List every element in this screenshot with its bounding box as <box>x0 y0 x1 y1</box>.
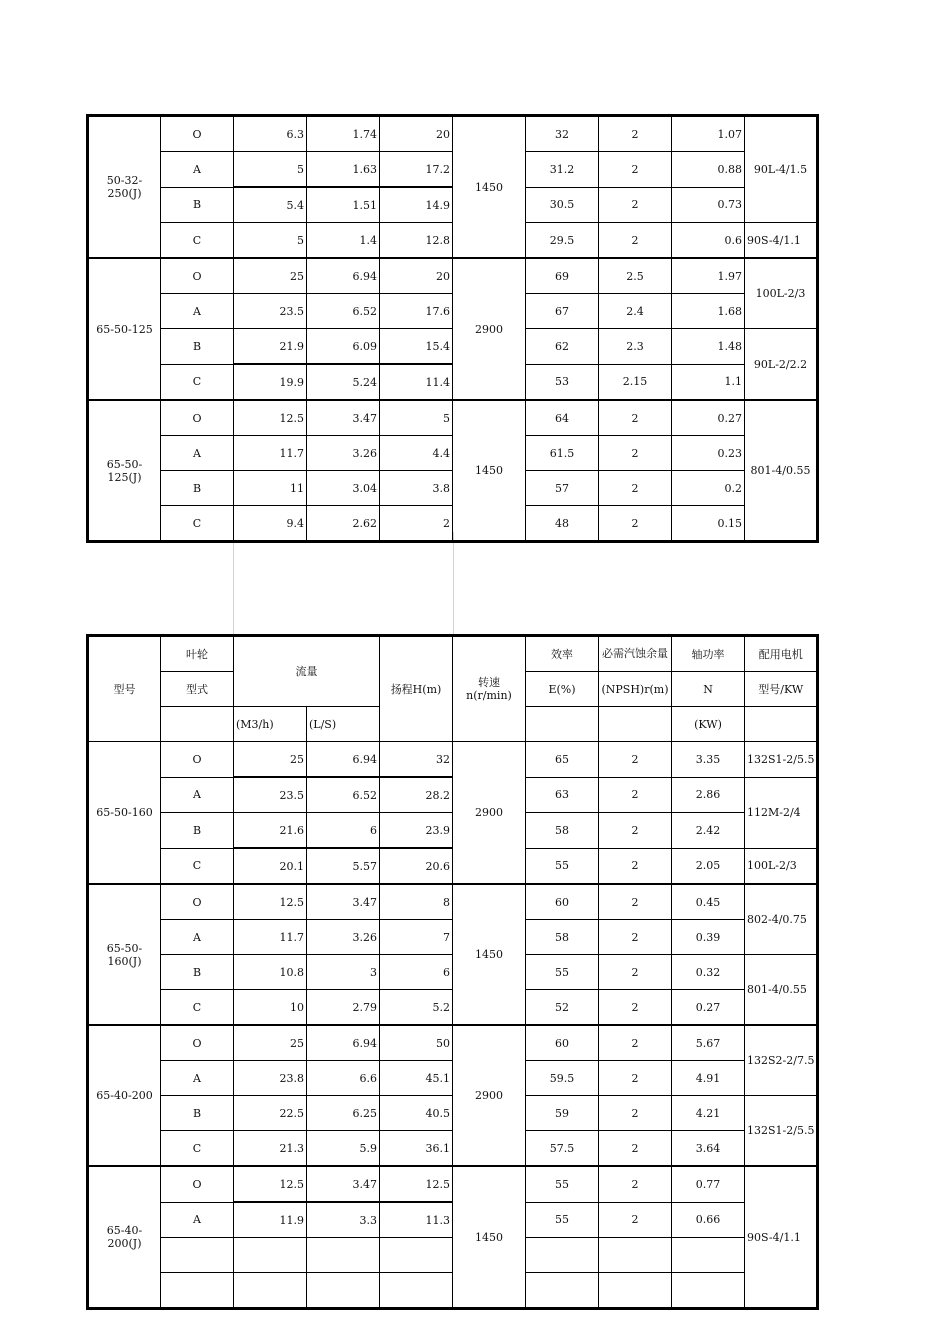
flow-ls-cell: 6.25 <box>307 1096 380 1131</box>
head-cell: 12.5 <box>380 1166 453 1202</box>
flow-m3h-cell: 23.5 <box>234 294 307 329</box>
flow-ls-cell: 3.26 <box>307 920 380 955</box>
header-flow-unit-m3h: (M3/h) <box>234 707 307 742</box>
flow-ls-cell <box>307 1238 380 1273</box>
shaft-power-cell: 0.6 <box>672 223 745 259</box>
header-blank <box>161 707 234 742</box>
shaft-power-cell: 2.05 <box>672 848 745 884</box>
flow-ls-cell: 6.09 <box>307 329 380 365</box>
npsh-cell: 2 <box>599 1061 672 1096</box>
header-shaft-power: 轴功率 <box>672 636 745 672</box>
speed-cell: 1450 <box>453 1166 526 1309</box>
flow-ls-cell: 3 <box>307 955 380 990</box>
flow-m3h-cell: 9.4 <box>234 506 307 542</box>
flow-m3h-cell: 21.9 <box>234 329 307 365</box>
flow-ls-cell: 1.51 <box>307 187 380 223</box>
npsh-cell <box>599 1273 672 1309</box>
flow-m3h-cell: 20.1 <box>234 848 307 884</box>
header-blank <box>745 707 818 742</box>
speed-cell: 1450 <box>453 884 526 1025</box>
head-cell: 11.4 <box>380 364 453 400</box>
flow-ls-cell: 6.94 <box>307 258 380 294</box>
motor-cell: 112M-2/4 <box>745 777 818 848</box>
flow-m3h-cell: 25 <box>234 258 307 294</box>
efficiency-cell <box>526 1273 599 1309</box>
shaft-power-cell: 0.2 <box>672 471 745 506</box>
shaft-power-cell: 0.32 <box>672 955 745 990</box>
flow-m3h-cell: 5 <box>234 223 307 259</box>
table-row <box>88 742 818 778</box>
npsh-cell: 2 <box>599 1096 672 1131</box>
head-cell <box>380 1238 453 1273</box>
header-impeller-type: 型式 <box>161 672 234 707</box>
shaft-power-cell: 2.42 <box>672 813 745 849</box>
header-efficiency-unit: E(%) <box>526 672 599 707</box>
motor-cell: 132S2-2/7.5 <box>745 1025 818 1096</box>
efficiency-cell: 31.2 <box>526 152 599 188</box>
head-cell: 28.2 <box>380 777 453 813</box>
table-row <box>88 1166 818 1202</box>
shaft-power-cell: 0.39 <box>672 920 745 955</box>
impeller-cell: O <box>161 742 234 778</box>
impeller-cell: B <box>161 471 234 506</box>
flow-ls-cell: 6.52 <box>307 294 380 329</box>
speed-cell: 1450 <box>453 116 526 259</box>
flow-m3h-cell: 11.9 <box>234 1202 307 1238</box>
head-cell: 17.6 <box>380 294 453 329</box>
npsh-cell: 2 <box>599 1166 672 1202</box>
npsh-cell: 2 <box>599 436 672 471</box>
head-cell: 11.3 <box>380 1202 453 1238</box>
head-cell: 7 <box>380 920 453 955</box>
header-speed-unit: n(r/min) <box>466 689 512 702</box>
efficiency-cell: 30.5 <box>526 187 599 223</box>
motor-cell: 90S-4/1.1 <box>745 1166 818 1309</box>
npsh-cell: 2 <box>599 471 672 506</box>
efficiency-cell: 55 <box>526 955 599 990</box>
head-cell: 12.8 <box>380 223 453 259</box>
shaft-power-cell: 0.15 <box>672 506 745 542</box>
head-cell: 14.9 <box>380 187 453 223</box>
speed-cell: 1450 <box>453 400 526 542</box>
model-cell: 65-50-160(J) <box>88 884 161 1025</box>
model-cell: 65-50-160 <box>88 742 161 885</box>
head-cell: 17.2 <box>380 152 453 188</box>
motor-cell: 100L-2/3 <box>745 848 818 884</box>
head-cell: 50 <box>380 1025 453 1061</box>
head-cell: 2 <box>380 506 453 542</box>
flow-m3h-cell: 19.9 <box>234 364 307 400</box>
npsh-cell: 2 <box>599 187 672 223</box>
header-shaft-power-symbol: N <box>672 672 745 707</box>
npsh-cell: 2 <box>599 990 672 1026</box>
shaft-power-cell <box>672 1273 745 1309</box>
flow-ls-cell: 6.94 <box>307 1025 380 1061</box>
shaft-power-cell: 1.48 <box>672 329 745 365</box>
head-cell: 32 <box>380 742 453 778</box>
impeller-cell: B <box>161 329 234 365</box>
impeller-cell <box>161 1273 234 1309</box>
head-cell: 36.1 <box>380 1131 453 1167</box>
flow-m3h-cell: 10.8 <box>234 955 307 990</box>
shaft-power-cell: 1.1 <box>672 364 745 400</box>
impeller-cell: O <box>161 1025 234 1061</box>
model-cell: 65-40-200(J) <box>88 1166 161 1309</box>
shaft-power-cell: 1.07 <box>672 116 745 152</box>
header-impeller: 叶轮 <box>161 636 234 672</box>
shaft-power-cell: 5.67 <box>672 1025 745 1061</box>
impeller-cell: A <box>161 777 234 813</box>
npsh-cell: 2 <box>599 223 672 259</box>
efficiency-cell: 59 <box>526 1096 599 1131</box>
flow-m3h-cell: 22.5 <box>234 1096 307 1131</box>
shaft-power-cell: 0.77 <box>672 1166 745 1202</box>
shaft-power-cell: 0.45 <box>672 884 745 920</box>
motor-cell: 801-4/0.55 <box>745 400 818 542</box>
speed-cell: 2900 <box>453 1025 526 1166</box>
npsh-cell: 2 <box>599 742 672 778</box>
flow-m3h-cell: 25 <box>234 742 307 778</box>
npsh-cell: 2 <box>599 506 672 542</box>
flow-ls-cell: 3.04 <box>307 471 380 506</box>
motor-cell: 132S1-2/5.5 <box>745 1096 818 1167</box>
impeller-cell: O <box>161 258 234 294</box>
head-cell: 5 <box>380 400 453 436</box>
shaft-power-cell: 0.66 <box>672 1202 745 1238</box>
header-shaft-power-unit: (KW) <box>672 707 745 742</box>
npsh-cell: 2 <box>599 400 672 436</box>
head-cell: 45.1 <box>380 1061 453 1096</box>
shaft-power-cell: 4.91 <box>672 1061 745 1096</box>
efficiency-cell: 55 <box>526 1202 599 1238</box>
model-cell: 65-40-200 <box>88 1025 161 1166</box>
head-cell: 15.4 <box>380 329 453 365</box>
flow-m3h-cell: 12.5 <box>234 400 307 436</box>
efficiency-cell: 60 <box>526 1025 599 1061</box>
npsh-cell: 2 <box>599 813 672 849</box>
flow-m3h-cell: 5 <box>234 152 307 188</box>
pump-spec-table-2 <box>86 634 819 1310</box>
impeller-cell: A <box>161 920 234 955</box>
impeller-cell: C <box>161 990 234 1026</box>
efficiency-cell: 58 <box>526 920 599 955</box>
npsh-cell: 2 <box>599 920 672 955</box>
header-blank <box>599 707 672 742</box>
npsh-cell: 2 <box>599 848 672 884</box>
shaft-power-cell <box>672 1238 745 1273</box>
impeller-cell: B <box>161 813 234 849</box>
impeller-cell: A <box>161 152 234 188</box>
efficiency-cell: 48 <box>526 506 599 542</box>
flow-m3h-cell: 11.7 <box>234 436 307 471</box>
table-row <box>88 884 818 920</box>
head-cell <box>380 1273 453 1309</box>
model-cell: 65-50-125(J) <box>88 400 161 542</box>
header-motor: 配用电机 <box>745 636 818 672</box>
impeller-cell: A <box>161 1202 234 1238</box>
impeller-cell: B <box>161 1096 234 1131</box>
flow-ls-cell: 3.47 <box>307 884 380 920</box>
npsh-cell <box>599 1238 672 1273</box>
motor-cell: 90S-4/1.1 <box>745 223 818 259</box>
head-cell: 23.9 <box>380 813 453 849</box>
head-cell: 8 <box>380 884 453 920</box>
efficiency-cell: 58 <box>526 813 599 849</box>
motor-cell: 802-4/0.75 <box>745 884 818 955</box>
efficiency-cell: 59.5 <box>526 1061 599 1096</box>
flow-m3h-cell <box>234 1238 307 1273</box>
impeller-cell: O <box>161 1166 234 1202</box>
flow-m3h-cell: 21.3 <box>234 1131 307 1167</box>
impeller-cell: C <box>161 1131 234 1167</box>
npsh-cell: 2.3 <box>599 329 672 365</box>
efficiency-cell: 61.5 <box>526 436 599 471</box>
table-row <box>88 1025 818 1061</box>
flow-ls-cell: 3.3 <box>307 1202 380 1238</box>
flow-m3h-cell: 25 <box>234 1025 307 1061</box>
flow-ls-cell: 3.47 <box>307 400 380 436</box>
flow-m3h-cell: 10 <box>234 990 307 1026</box>
impeller-cell: C <box>161 506 234 542</box>
model-cell: 65-50-125 <box>88 258 161 400</box>
motor-cell: 90L-2/2.2 <box>745 329 818 401</box>
flow-ls-cell: 1.4 <box>307 223 380 259</box>
impeller-cell: O <box>161 884 234 920</box>
efficiency-cell: 55 <box>526 1166 599 1202</box>
flow-ls-cell: 5.24 <box>307 364 380 400</box>
head-cell: 20 <box>380 116 453 152</box>
impeller-cell: C <box>161 223 234 259</box>
flow-m3h-cell: 23.8 <box>234 1061 307 1096</box>
impeller-cell: C <box>161 848 234 884</box>
npsh-cell: 2 <box>599 777 672 813</box>
flow-ls-cell <box>307 1273 380 1309</box>
model-cell: 50-32-250(J) <box>88 116 161 259</box>
efficiency-cell: 53 <box>526 364 599 400</box>
shaft-power-cell: 3.35 <box>672 742 745 778</box>
header-speed <box>453 636 526 742</box>
flow-m3h-cell: 12.5 <box>234 884 307 920</box>
efficiency-cell: 55 <box>526 848 599 884</box>
impeller-cell: A <box>161 436 234 471</box>
npsh-cell: 2 <box>599 955 672 990</box>
npsh-cell: 2.4 <box>599 294 672 329</box>
head-cell: 4.4 <box>380 436 453 471</box>
flow-ls-cell: 6.6 <box>307 1061 380 1096</box>
header-row <box>88 636 818 672</box>
npsh-cell: 2 <box>599 884 672 920</box>
motor-cell: 801-4/0.55 <box>745 955 818 1026</box>
header-speed-name: 转速 <box>478 676 500 689</box>
motor-cell: 132S1-2/5.5 <box>745 742 818 778</box>
flow-ls-cell: 3.47 <box>307 1166 380 1202</box>
shaft-power-cell: 0.23 <box>672 436 745 471</box>
impeller-cell: C <box>161 364 234 400</box>
efficiency-cell: 63 <box>526 777 599 813</box>
impeller-cell: O <box>161 116 234 152</box>
flow-m3h-cell <box>234 1273 307 1309</box>
header-motor-unit: 型号/KW <box>745 672 818 707</box>
flow-ls-cell: 6.52 <box>307 777 380 813</box>
npsh-cell: 2 <box>599 116 672 152</box>
efficiency-cell: 32 <box>526 116 599 152</box>
head-cell: 20.6 <box>380 848 453 884</box>
npsh-cell: 2 <box>599 1202 672 1238</box>
flow-ls-cell: 6.94 <box>307 742 380 778</box>
head-cell: 20 <box>380 258 453 294</box>
header-efficiency: 效率 <box>526 636 599 672</box>
flow-m3h-cell: 23.5 <box>234 777 307 813</box>
flow-ls-cell: 5.9 <box>307 1131 380 1167</box>
speed-cell: 2900 <box>453 742 526 885</box>
impeller-cell: A <box>161 1061 234 1096</box>
npsh-cell: 2.15 <box>599 364 672 400</box>
flow-ls-cell: 6 <box>307 813 380 849</box>
shaft-power-cell: 0.27 <box>672 990 745 1026</box>
flow-ls-cell: 3.26 <box>307 436 380 471</box>
impeller-cell: A <box>161 294 234 329</box>
header-head: 扬程H(m) <box>380 636 453 742</box>
shaft-power-cell: 2.86 <box>672 777 745 813</box>
shaft-power-cell: 3.64 <box>672 1131 745 1167</box>
efficiency-cell: 57.5 <box>526 1131 599 1167</box>
flow-m3h-cell: 6.3 <box>234 116 307 152</box>
shaft-power-cell: 4.21 <box>672 1096 745 1131</box>
header-blank <box>526 707 599 742</box>
npsh-cell: 2 <box>599 1025 672 1061</box>
efficiency-cell: 29.5 <box>526 223 599 259</box>
npsh-cell: 2 <box>599 152 672 188</box>
shaft-power-cell: 0.27 <box>672 400 745 436</box>
flow-ls-cell: 5.57 <box>307 848 380 884</box>
efficiency-cell: 64 <box>526 400 599 436</box>
efficiency-cell: 52 <box>526 990 599 1026</box>
shaft-power-cell: 1.68 <box>672 294 745 329</box>
head-cell: 5.2 <box>380 990 453 1026</box>
flow-m3h-cell: 21.6 <box>234 813 307 849</box>
shaft-power-cell: 1.97 <box>672 258 745 294</box>
speed-cell: 2900 <box>453 258 526 400</box>
impeller-cell: O <box>161 400 234 436</box>
efficiency-cell: 62 <box>526 329 599 365</box>
flow-m3h-cell: 11 <box>234 471 307 506</box>
motor-cell: 100L-2/3 <box>745 258 818 329</box>
efficiency-cell: 57 <box>526 471 599 506</box>
flow-ls-cell: 1.74 <box>307 116 380 152</box>
flow-ls-cell: 1.63 <box>307 152 380 188</box>
header-flow-unit-ls: (L/S) <box>307 707 380 742</box>
impeller-cell: B <box>161 955 234 990</box>
impeller-cell <box>161 1238 234 1273</box>
motor-cell: 90L-4/1.5 <box>745 116 818 223</box>
npsh-cell: 2 <box>599 1131 672 1167</box>
head-cell: 3.8 <box>380 471 453 506</box>
flow-ls-cell: 2.62 <box>307 506 380 542</box>
efficiency-cell: 69 <box>526 258 599 294</box>
flow-m3h-cell: 11.7 <box>234 920 307 955</box>
header-npsh-unit: (NPSH)r(m) <box>599 672 672 707</box>
head-cell: 6 <box>380 955 453 990</box>
header-npsh: 必需汽蚀余量 <box>599 636 672 672</box>
efficiency-cell: 60 <box>526 884 599 920</box>
flow-ls-cell: 2.79 <box>307 990 380 1026</box>
header-model: 型号 <box>88 636 161 742</box>
efficiency-cell: 65 <box>526 742 599 778</box>
impeller-cell: B <box>161 187 234 223</box>
efficiency-cell <box>526 1238 599 1273</box>
head-cell: 40.5 <box>380 1096 453 1131</box>
shaft-power-cell: 0.73 <box>672 187 745 223</box>
flow-m3h-cell: 5.4 <box>234 187 307 223</box>
shaft-power-cell: 0.88 <box>672 152 745 188</box>
header-flow: 流量 <box>234 636 380 707</box>
efficiency-cell: 67 <box>526 294 599 329</box>
npsh-cell: 2.5 <box>599 258 672 294</box>
flow-m3h-cell: 12.5 <box>234 1166 307 1202</box>
